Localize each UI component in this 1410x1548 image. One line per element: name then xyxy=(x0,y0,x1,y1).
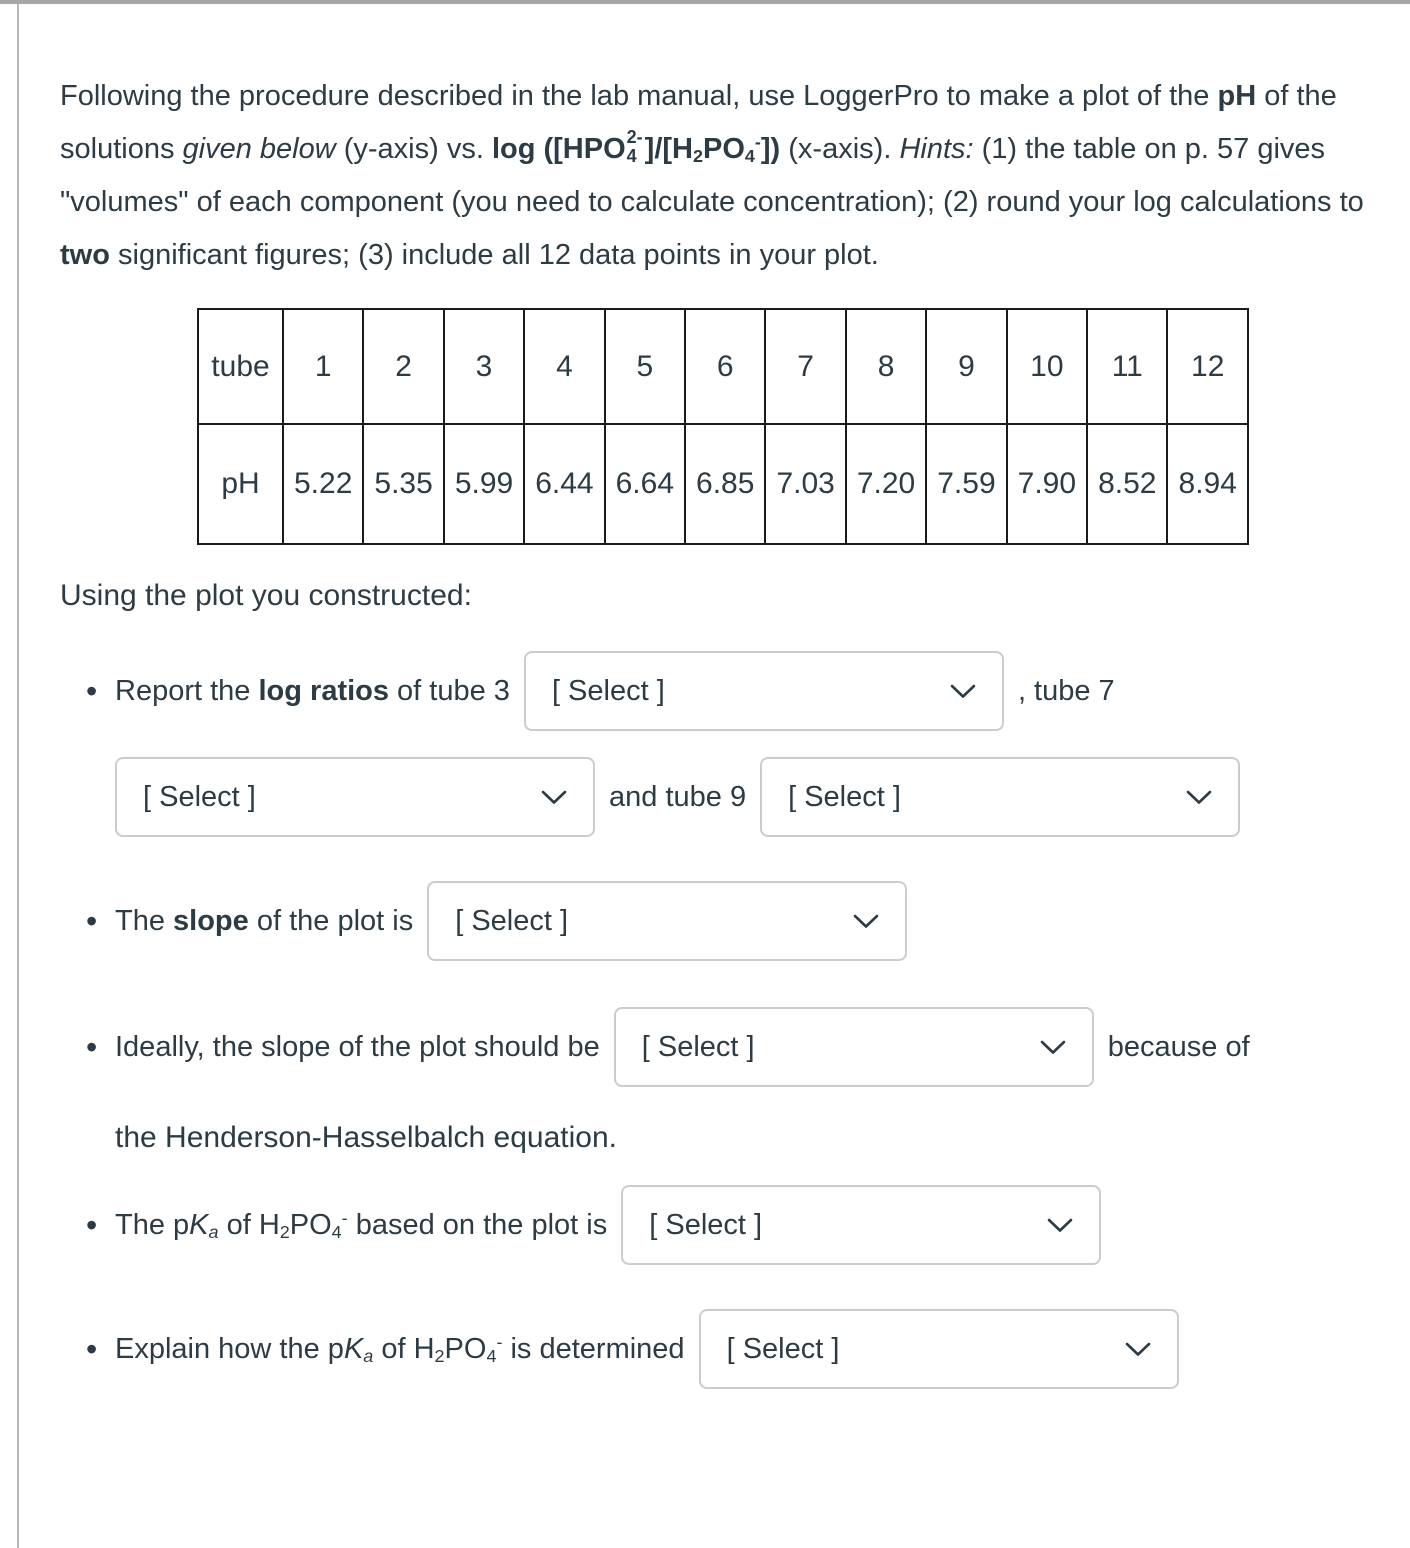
ph-value: 5.99 xyxy=(444,424,524,544)
row-label-ph: pH xyxy=(198,424,283,544)
text-run: PO xyxy=(289,1209,332,1241)
select-label: [ Select ] xyxy=(455,905,569,937)
ph-value: 7.20 xyxy=(846,424,926,544)
bullet-text xyxy=(115,1328,685,1370)
pka-a-subscript: a xyxy=(208,1221,219,1242)
bullet-dot: • xyxy=(86,903,98,939)
text-run: Following the procedure described in the lab manual, use LoggerPro to make a plot of the xyxy=(60,80,1218,112)
tube-number: 7 xyxy=(765,309,845,424)
text-run: of the solutions xyxy=(60,80,1337,165)
hpo4-sub-sup xyxy=(627,128,643,166)
subscript-2: 2 xyxy=(279,1221,290,1242)
tube-number: 3 xyxy=(444,309,524,424)
subscript-4: 4 xyxy=(744,145,755,166)
pka-a-subscript: a xyxy=(363,1345,374,1366)
text-run: The xyxy=(115,905,174,937)
chevron-down-icon xyxy=(950,684,976,699)
ph-value: 5.35 xyxy=(363,424,443,544)
bullet-pka-value xyxy=(60,1185,1372,1265)
select-label: [ Select ] xyxy=(641,1031,755,1063)
table-corner-label: tube xyxy=(198,309,283,424)
subscript-2: 2 xyxy=(693,145,703,166)
tube-number: 9 xyxy=(926,309,1006,424)
chevron-down-icon xyxy=(541,790,567,805)
bullet-text: Ideally, the slope of the plot should be xyxy=(115,1031,600,1063)
text-run: (y-axis) vs. xyxy=(335,133,492,165)
tube-number: 11 xyxy=(1087,309,1167,424)
text-run-hints: Hints: xyxy=(899,133,974,165)
slope-select[interactable] xyxy=(427,881,907,961)
select-label: [ Select ] xyxy=(649,1209,763,1241)
text-run: of the plot is xyxy=(248,905,414,937)
chevron-down-icon xyxy=(1040,1040,1066,1055)
bullet-log-ratios-line1 xyxy=(60,651,1372,731)
ph-value: 6.44 xyxy=(524,424,604,544)
text-run-bold: slope xyxy=(173,905,249,937)
text-run: (x-axis). xyxy=(780,133,900,165)
text-run: PO xyxy=(444,1333,487,1365)
tube-number: 10 xyxy=(1007,309,1087,424)
text-run: of H xyxy=(218,1209,280,1241)
tube-number: 2 xyxy=(363,309,443,424)
text-run: (1) the table on p. 57 gives "volumes" of each component (you need to calculate concentration); (2) round your log calculations to xyxy=(60,133,1364,218)
question-intro xyxy=(60,0,1372,282)
tube-number: 8 xyxy=(846,309,926,424)
subscript-4: 4 xyxy=(626,146,637,167)
ph-value: 6.64 xyxy=(605,424,685,544)
select-label: [ Select ] xyxy=(726,1333,840,1365)
ph-value: 7.59 xyxy=(926,424,1006,544)
text-run-bold: log ratios xyxy=(258,675,389,707)
pka-k-italic: K xyxy=(343,1333,364,1365)
tube3-log-ratio-select[interactable] xyxy=(524,651,1004,731)
ph-value: 6.85 xyxy=(685,424,765,544)
text-run-bold-ph: pH xyxy=(1217,80,1257,112)
text-run: based on the plot is xyxy=(347,1209,608,1241)
superscript-minus: - xyxy=(341,1208,348,1229)
formula-run: log ([HPO xyxy=(491,133,626,165)
tube7-log-ratio-select[interactable] xyxy=(115,757,595,837)
text-run: The p xyxy=(115,1209,190,1241)
ph-value: 7.90 xyxy=(1007,424,1087,544)
bullet-ideal-slope xyxy=(60,1007,1372,1087)
text-run: of H xyxy=(373,1333,435,1365)
ph-value-row xyxy=(198,424,1248,544)
select-label: [ Select ] xyxy=(788,781,901,813)
tube9-log-ratio-select[interactable] xyxy=(760,757,1240,837)
bullet-pka-method xyxy=(60,1309,1372,1389)
question-body xyxy=(60,0,1372,1389)
bullet-dot: • xyxy=(86,673,98,709)
chevron-down-icon xyxy=(853,914,879,929)
tube-number: 6 xyxy=(685,309,765,424)
left-border-rule xyxy=(17,4,19,1548)
tube-number: 4 xyxy=(524,309,604,424)
pka-k-italic: K xyxy=(189,1209,209,1241)
using-plot-line: Using the plot you constructed: xyxy=(60,579,472,612)
text-run: is determined xyxy=(502,1333,685,1365)
text-run: of tube 3 xyxy=(389,675,510,707)
tube-number: 12 xyxy=(1167,309,1248,424)
bullet-log-ratios-line2 xyxy=(60,757,1372,837)
text-run: Report the xyxy=(115,675,259,707)
select-label: [ Select ] xyxy=(551,675,665,707)
bullet-dot: • xyxy=(86,1207,98,1243)
ph-value: 8.52 xyxy=(1087,424,1167,544)
text-run: because of xyxy=(1107,1031,1250,1063)
tube-number: 1 xyxy=(283,309,363,424)
text-run: significant figures; (3) include all 12 data points in your plot. xyxy=(109,239,879,271)
ph-value: 7.03 xyxy=(765,424,845,544)
chevron-down-icon xyxy=(1125,1342,1151,1357)
ph-data-table xyxy=(197,308,1249,545)
bullet-text xyxy=(115,1204,607,1246)
subscript-4: 4 xyxy=(486,1345,497,1366)
text-run: Explain how the p xyxy=(115,1333,344,1365)
superscript-minus: - xyxy=(754,132,761,153)
text-run-italic: given below xyxy=(182,133,336,165)
text-run: the Henderson-Hasselbalch equation. xyxy=(115,1121,617,1154)
pka-value-select[interactable] xyxy=(621,1185,1101,1265)
bullet-text xyxy=(115,900,413,942)
bullet-ideal-slope-continuation xyxy=(60,1117,1372,1159)
select-label: [ Select ] xyxy=(143,781,256,813)
pka-determination-select[interactable] xyxy=(699,1309,1179,1389)
chevron-down-icon xyxy=(1186,790,1212,805)
text-run: , tube 7 xyxy=(1017,675,1115,707)
bullet-dot: • xyxy=(86,1029,98,1065)
formula-run: ]) xyxy=(760,133,781,165)
chevron-down-icon xyxy=(1047,1218,1073,1233)
text-run-bold-two: two xyxy=(60,239,110,271)
subscript-4: 4 xyxy=(331,1221,342,1242)
subscript-2: 2 xyxy=(434,1345,445,1366)
ideal-slope-select[interactable] xyxy=(614,1007,1094,1087)
bullet-slope xyxy=(60,881,1372,961)
text-run: and tube 9 xyxy=(609,781,747,813)
tube-number: 5 xyxy=(605,309,685,424)
ph-value: 8.94 xyxy=(1167,424,1248,544)
bullet-dot: • xyxy=(86,1331,98,1367)
ph-value: 5.22 xyxy=(283,424,363,544)
superscript-minus: - xyxy=(496,1332,503,1353)
tube-number-row xyxy=(198,309,1248,424)
formula-run: PO xyxy=(703,133,745,165)
bullet-text xyxy=(115,670,510,712)
formula-run: ]/[H xyxy=(644,133,693,165)
superscript-2-minus: 2- xyxy=(626,127,643,148)
